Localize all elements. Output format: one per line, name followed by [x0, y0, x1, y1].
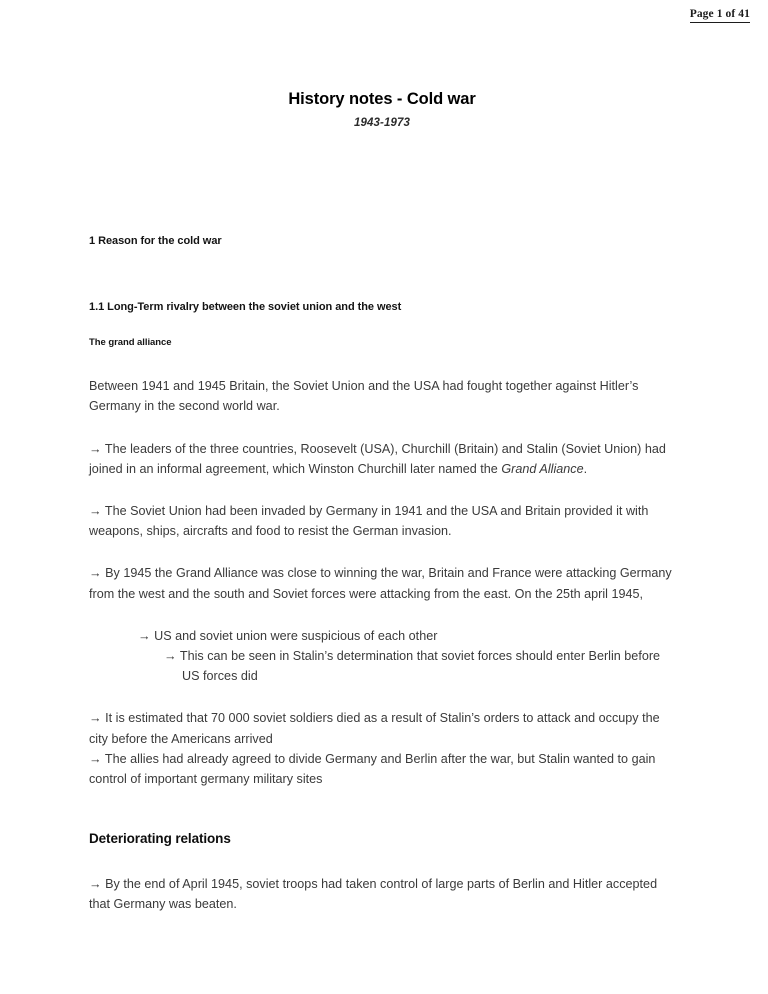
paragraph-by-1945: → By 1945 the Grand Alliance was close to winning the war, Britain and France were attacking Germany from the west and the south and Soviet forces were attacking from the east. On the 25th april 1945, — [89, 566, 672, 601]
document-subtitle: 1943-1973 — [354, 116, 410, 129]
paragraph-intro: Between 1941 and 1945 Britain, the Soviet Union and the USA had fought together against Hitler’s Germany in the second world war. — [89, 379, 639, 414]
paragraph-allies-divide-germany: → The allies had already agreed to divide Germany and Berlin after the war, but Stalin wanted to gain control of important germany military sites — [89, 751, 656, 787]
grand-alliance-emphasis: Grand Alliance — [501, 461, 584, 476]
document-title: History notes - Cold war — [288, 90, 476, 108]
heading-section-1-1: 1.1 Long-Term rivalry between the soviet union and the west — [89, 300, 402, 313]
paragraph-soviet-casualties: → It is estimated that 70 000 soviet soldiers died as a result of Stalin’s orders to attack and occupy the city before the Americans arrived — [89, 711, 660, 746]
heading-deteriorating-relations: Deteriorating relations — [89, 831, 231, 847]
bullet-stalin-determination-level-2: → This can be seen in Stalin’s determination that soviet forces should enter Berlin before US forces did — [164, 649, 661, 684]
paragraph-end-of-april: → By the end of April 1945, soviet troops had taken control of large parts of Berlin and Hitler accepted that Germany was beaten. — [89, 877, 658, 912]
document-content — [89, 0, 675, 915]
paragraph-leaders — [89, 417, 675, 479]
heading-the-grand-alliance: The grand alliance — [89, 337, 172, 349]
paragraph-leaders-text-pre: → The leaders of the three countries, Roosevelt (USA), Churchill (Britain) and Stalin (Soviet Union) had joined in an informal agreement, which Winston Churchill later named the — [89, 441, 666, 476]
heading-section-1: 1 Reason for the cold war — [89, 234, 222, 247]
paragraph-soviet-invasion: → The Soviet Union had been invaded by Germany in 1941 and the USA and Britain provided it with weapons, ships, aircrafts and food to resist the German invasion. — [89, 503, 649, 539]
page-number-header: Page 1 of 41 — [690, 8, 750, 23]
bullet-suspicion-level-1: → US and soviet union were suspicious of each other — [138, 628, 438, 643]
paragraph-leaders-text-post: . — [583, 461, 588, 476]
